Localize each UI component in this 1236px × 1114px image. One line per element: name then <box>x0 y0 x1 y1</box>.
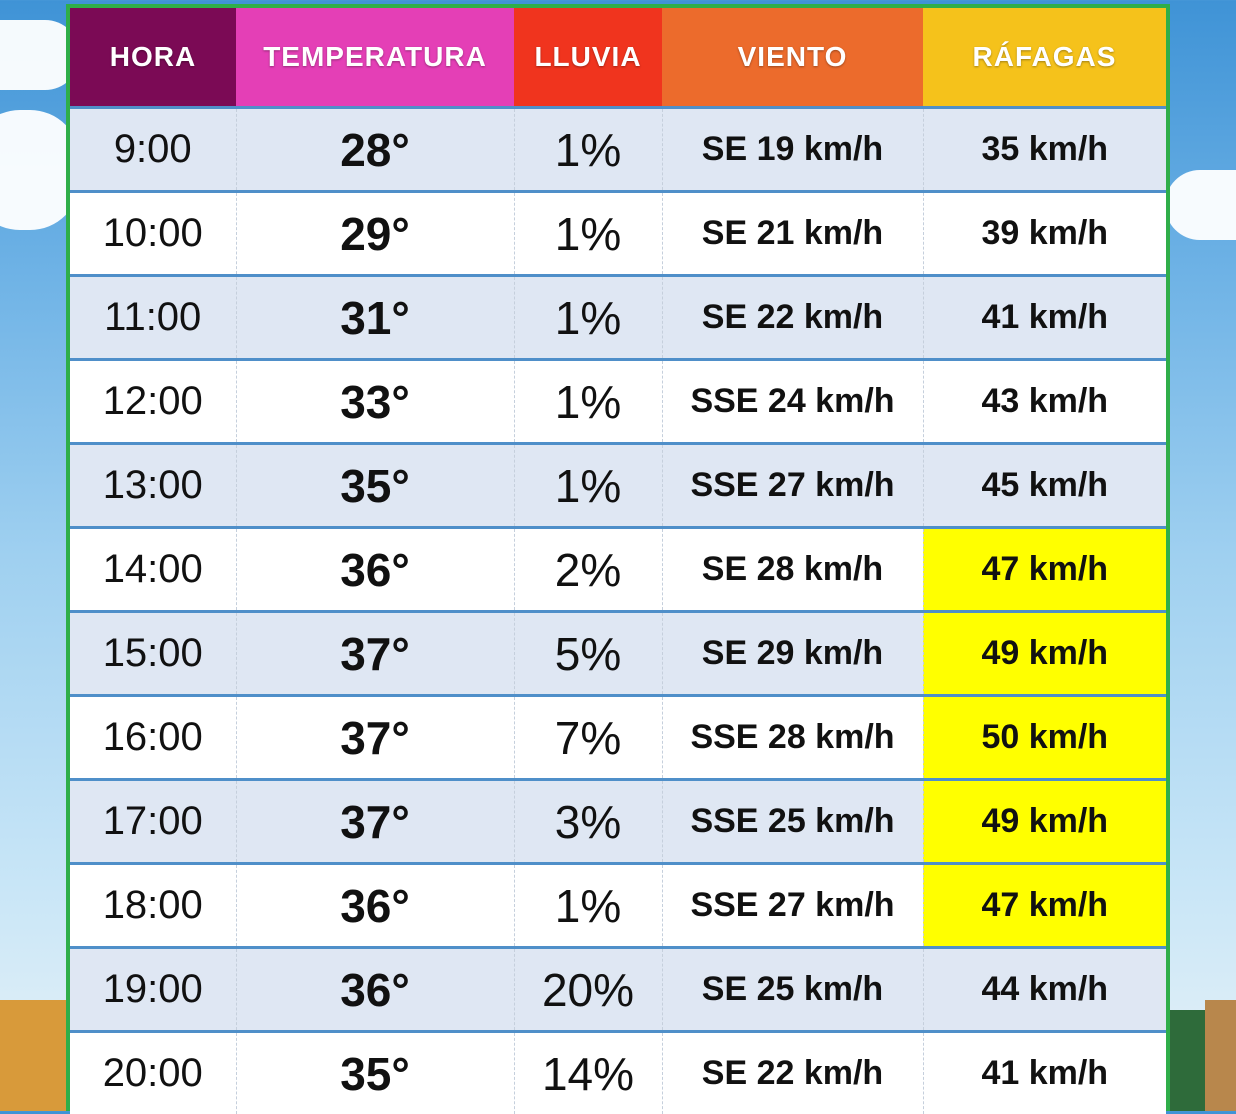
table-row <box>70 276 1166 360</box>
header-lluvia: LLUVIA <box>514 8 662 108</box>
table-row <box>70 360 1166 444</box>
cell-viento: SSE 28 km/h <box>662 696 923 780</box>
cell-viento: SSE 27 km/h <box>662 864 923 948</box>
header-viento: VIENTO <box>662 8 923 108</box>
cell-rafagas: 39 km/h <box>923 192 1166 276</box>
cell-rafagas: 49 km/h <box>923 780 1166 864</box>
cell-lluvia: 1% <box>514 444 662 528</box>
cell-hora: 12:00 <box>70 360 236 444</box>
cell-viento: SE 22 km/h <box>662 1032 923 1114</box>
cell-rafagas: 47 km/h <box>923 864 1166 948</box>
table-row <box>70 192 1166 276</box>
cell-lluvia: 14% <box>514 1032 662 1114</box>
cell-temperatura: 37° <box>236 780 514 864</box>
cell-temperatura: 29° <box>236 192 514 276</box>
ground-right-green <box>1170 1010 1210 1111</box>
cell-viento: SE 25 km/h <box>662 948 923 1032</box>
cell-lluvia: 1% <box>514 192 662 276</box>
cell-temperatura: 36° <box>236 528 514 612</box>
cell-hora: 13:00 <box>70 444 236 528</box>
cell-temperatura: 28° <box>236 108 514 192</box>
cell-hora: 16:00 <box>70 696 236 780</box>
header-row <box>70 8 1166 108</box>
table-row <box>70 696 1166 780</box>
cell-hora: 18:00 <box>70 864 236 948</box>
cell-viento: SE 28 km/h <box>662 528 923 612</box>
cell-rafagas: 35 km/h <box>923 108 1166 192</box>
cell-hora: 19:00 <box>70 948 236 1032</box>
cell-rafagas: 44 km/h <box>923 948 1166 1032</box>
cell-rafagas: 41 km/h <box>923 1032 1166 1114</box>
cell-hora: 15:00 <box>70 612 236 696</box>
ground-left <box>0 1000 70 1111</box>
cell-viento: SE 21 km/h <box>662 192 923 276</box>
table-row <box>70 108 1166 192</box>
cell-rafagas: 47 km/h <box>923 528 1166 612</box>
table-row <box>70 1032 1166 1114</box>
cell-temperatura: 37° <box>236 612 514 696</box>
cell-hora: 10:00 <box>70 192 236 276</box>
cell-lluvia: 1% <box>514 108 662 192</box>
table-row <box>70 948 1166 1032</box>
cell-lluvia: 20% <box>514 948 662 1032</box>
hourly-forecast-table <box>70 8 1166 1114</box>
cell-lluvia: 5% <box>514 612 662 696</box>
cell-viento: SE 19 km/h <box>662 108 923 192</box>
table-row <box>70 612 1166 696</box>
cell-lluvia: 3% <box>514 780 662 864</box>
cell-lluvia: 1% <box>514 864 662 948</box>
table-row <box>70 864 1166 948</box>
cell-hora: 11:00 <box>70 276 236 360</box>
cell-rafagas: 49 km/h <box>923 612 1166 696</box>
cell-hora: 17:00 <box>70 780 236 864</box>
cell-rafagas: 50 km/h <box>923 696 1166 780</box>
table-row <box>70 444 1166 528</box>
cell-temperatura: 33° <box>236 360 514 444</box>
cell-lluvia: 1% <box>514 360 662 444</box>
cell-viento: SE 22 km/h <box>662 276 923 360</box>
cell-hora: 9:00 <box>70 108 236 192</box>
table-row <box>70 528 1166 612</box>
header-temperatura: TEMPERATURA <box>236 8 514 108</box>
cell-rafagas: 45 km/h <box>923 444 1166 528</box>
cloud-right <box>1165 170 1236 240</box>
forecast-panel <box>66 4 1170 1111</box>
cell-viento: SSE 25 km/h <box>662 780 923 864</box>
cell-temperatura: 36° <box>236 948 514 1032</box>
ground-right <box>1205 1000 1236 1111</box>
cell-viento: SSE 24 km/h <box>662 360 923 444</box>
cell-temperatura: 35° <box>236 1032 514 1114</box>
cell-lluvia: 1% <box>514 276 662 360</box>
cell-viento: SE 29 km/h <box>662 612 923 696</box>
cell-temperatura: 31° <box>236 276 514 360</box>
cell-hora: 14:00 <box>70 528 236 612</box>
cell-temperatura: 35° <box>236 444 514 528</box>
cell-rafagas: 43 km/h <box>923 360 1166 444</box>
cell-temperatura: 36° <box>236 864 514 948</box>
cell-rafagas: 41 km/h <box>923 276 1166 360</box>
header-hora: HORA <box>70 8 236 108</box>
cell-lluvia: 2% <box>514 528 662 612</box>
table-row <box>70 780 1166 864</box>
cell-viento: SSE 27 km/h <box>662 444 923 528</box>
cell-hora: 20:00 <box>70 1032 236 1114</box>
cell-temperatura: 37° <box>236 696 514 780</box>
header-rafagas: RÁFAGAS <box>923 8 1166 108</box>
cell-lluvia: 7% <box>514 696 662 780</box>
